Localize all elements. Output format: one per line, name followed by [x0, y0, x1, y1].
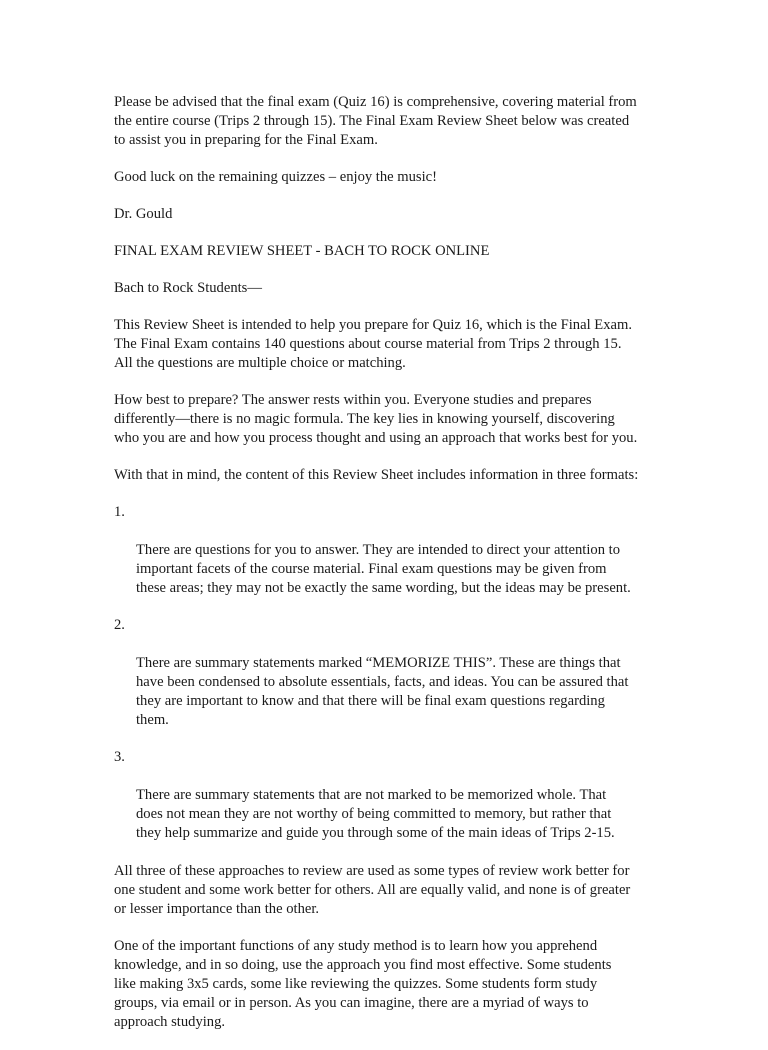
review-sheet-heading: FINAL EXAM REVIEW SHEET - BACH TO ROCK ONLINE	[114, 243, 490, 259]
list-item-number: 1.	[114, 504, 125, 520]
list-item	[114, 503, 659, 598]
purpose-paragraph: This Review Sheet is intended to help you prepare for Quiz 16, which is the Final Exam. The Final Exam contains 140 questions about course material from Trips 2 through 15. All the questions are multiple choice or matching.	[114, 317, 632, 371]
document-page	[114, 93, 659, 1050]
prepare-paragraph: How best to prepare? The answer rests within you. Everyone studies and prepares differently—there is no magic formula. The key lies in knowing yourself, discovering who you are and how you process thought and using an approach that works best for you.	[114, 392, 638, 446]
list-item	[114, 616, 659, 730]
good-luck-line: Good luck on the remaining quizzes – enjoy the music!	[114, 169, 438, 185]
salutation-line: Bach to Rock Students—	[114, 280, 262, 296]
list-item-text: There are questions for you to answer. They are intended to direct your attention to important facets of the course material. Final exam questions may be given from these areas; they may not be exactly the same wording, but the ideas may be present.	[136, 542, 631, 596]
list-item-text: There are summary statements marked “MEMORIZE THIS”. These are things that have been condensed to absolute essentials, facts, and ideas. You can be assured that they are important to know and that there will be final exam questions regarding them.	[136, 655, 629, 728]
list-item	[114, 748, 659, 843]
approaches-paragraph: All three of these approaches to review are used as some types of review work better for one student and some work better for others. All are equally valid, and none is of greater or lesser importance than the other.	[114, 863, 631, 917]
list-item-number: 3.	[114, 749, 125, 765]
formats-list	[114, 503, 659, 843]
study-method-paragraph: One of the important functions of any study method is to learn how you apprehend knowledge, and in so doing, use the approach you find most effective. Some students like making 3x5 cards, some like reviewing the quizzes. Some students form study groups, via email or in person. As you can imagine, there are a myriad of ways to approach studying.	[114, 938, 612, 1030]
signature-line: Dr. Gould	[114, 206, 173, 222]
list-item-number: 2.	[114, 617, 125, 633]
intro-paragraph: Please be advised that the final exam (Quiz 16) is comprehensive, covering material from the entire course (Trips 2 through 15). The Final Exam Review Sheet below was created to assist you in preparing for the Final Exam.	[114, 94, 637, 148]
list-item-text: There are summary statements that are not marked to be memorized whole. That does not mean they are not worthy of being committed to memory, but rather that they help summarize and guide you through some of the main ideas of Trips 2-15.	[136, 787, 615, 841]
formats-intro-paragraph: With that in mind, the content of this Review Sheet includes information in three formats:	[114, 467, 639, 483]
